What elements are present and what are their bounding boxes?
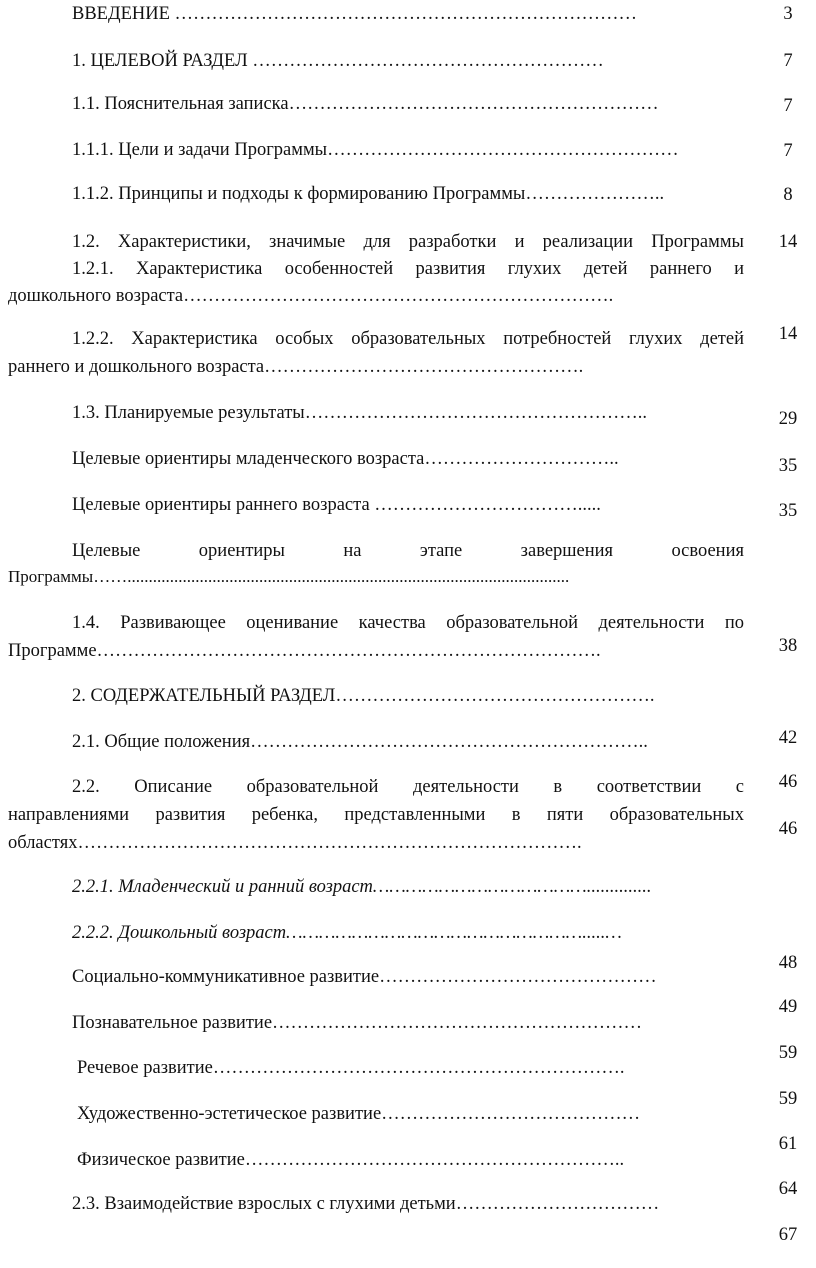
toc-entry-goals: 1.1.1. Цели и задачи Программы………………………………………………… xyxy=(72,140,679,160)
page-number: 46 xyxy=(778,819,798,839)
toc-entry-educational-activity: 2.2. Описание образовательной деятельности в соответствии с xyxy=(72,777,744,797)
toc-entry-social-development: Социально-коммуникативное развитие……………………………………… xyxy=(72,967,657,987)
toc-entry-educational-activity-cont2: областях………………………………………………………………………. xyxy=(8,833,582,853)
page-number: 64 xyxy=(778,1179,798,1199)
toc-entry-speech-development: Речевое развитие…………………………………………………………. xyxy=(77,1058,625,1078)
toc-entry-quality-assessment: 1.4. Развивающее оценивание качества образовательной деятельности по xyxy=(72,613,744,633)
page-number: 59 xyxy=(778,1089,798,1109)
page-number: 38 xyxy=(778,636,798,656)
page-number: 8 xyxy=(783,185,793,205)
toc-entry-characteristics: 1.2. Характеристики, значимые для разработки и реализации Программы xyxy=(72,232,744,252)
page-number: 48 xyxy=(778,953,798,973)
page-number: 59 xyxy=(778,1043,798,1063)
toc-entry-target-section: 1. ЦЕЛЕВОЙ РАЗДЕЛ ………………………………………………… xyxy=(72,51,604,71)
toc-entry-development-features-cont: дошкольного возраста……………………………………………………………. xyxy=(8,286,614,306)
toc-entry-preschool-age: 2.2.2. Дошкольный возраст……………………………………………….....… xyxy=(72,923,622,943)
toc-entry-explanatory-note: 1.1. Пояснительная записка…………………………………………………… xyxy=(72,94,659,114)
toc-entry-development-features: 1.2.1. Характеристика особенностей развития глухих детей раннего и xyxy=(72,259,744,279)
page-number: 46 xyxy=(778,772,798,792)
toc-entry-completion-targets-cont: Программы……........................................................................................................ xyxy=(8,567,570,586)
toc-entry-cognitive-development: Познавательное развитие…………………………………………………… xyxy=(72,1013,643,1033)
toc-entry-infant-targets: Целевые ориентиры младенческого возраста………………………….. xyxy=(72,449,619,469)
page-number: 14 xyxy=(778,232,798,252)
toc-entry-introduction: ВВЕДЕНИЕ ………………………………………………………………… xyxy=(72,4,638,24)
toc-entry-planned-results: 1.3. Планируемые результаты……………………………………………….. xyxy=(72,403,647,423)
page-number: 7 xyxy=(783,51,793,71)
page-number: 42 xyxy=(778,728,798,748)
page-number: 3 xyxy=(783,4,793,24)
page-number: 14 xyxy=(778,324,798,344)
toc-entry-adult-interaction: 2.3. Взаимодействие взрослых с глухими детьми…………………………… xyxy=(72,1194,660,1214)
page-number: 35 xyxy=(778,501,798,521)
toc-entry-completion-targets: Целевые ориентиры на этапе завершения освоения xyxy=(72,541,744,561)
toc-entry-general-provisions: 2.1. Общие положения……………………………………………………….. xyxy=(72,732,648,752)
page-number: 67 xyxy=(778,1225,798,1245)
page-number: 29 xyxy=(778,409,798,429)
toc-entry-educational-needs-cont: раннего и дошкольного возраста……………………………………………. xyxy=(8,357,584,377)
toc-entry-educational-needs: 1.2.2. Характеристика особых образовательных потребностей глухих детей xyxy=(72,329,744,349)
toc-entry-quality-assessment-cont: Программе………………………………………………………………………. xyxy=(8,641,601,661)
page-number: 7 xyxy=(783,141,793,161)
toc-entry-educational-activity-cont1: направлениями развития ребенка, представленными в пяти образовательных xyxy=(8,805,744,825)
toc-entry-early-targets: Целевые ориентиры раннего возраста ……………………………..... xyxy=(72,495,601,515)
page-number: 49 xyxy=(778,997,798,1017)
toc-entry-principles: 1.1.2. Принципы и подходы к формированию Программы………………….. xyxy=(72,184,665,204)
toc-entry-physical-development: Физическое развитие…………………………………………………….. xyxy=(77,1150,625,1170)
page-number: 35 xyxy=(778,456,798,476)
page-number: 7 xyxy=(783,96,793,116)
toc-entry-infant-early-age: 2.2.1. Младенческий и ранний возраст………………………………….............. xyxy=(72,877,652,897)
toc-entry-content-section: 2. СОДЕРЖАТЕЛЬНЫЙ РАЗДЕЛ……………………………………………. xyxy=(72,686,655,706)
page-number: 61 xyxy=(778,1134,798,1154)
toc-entry-artistic-development: Художественно-эстетическое развитие…………………………………… xyxy=(77,1104,641,1124)
